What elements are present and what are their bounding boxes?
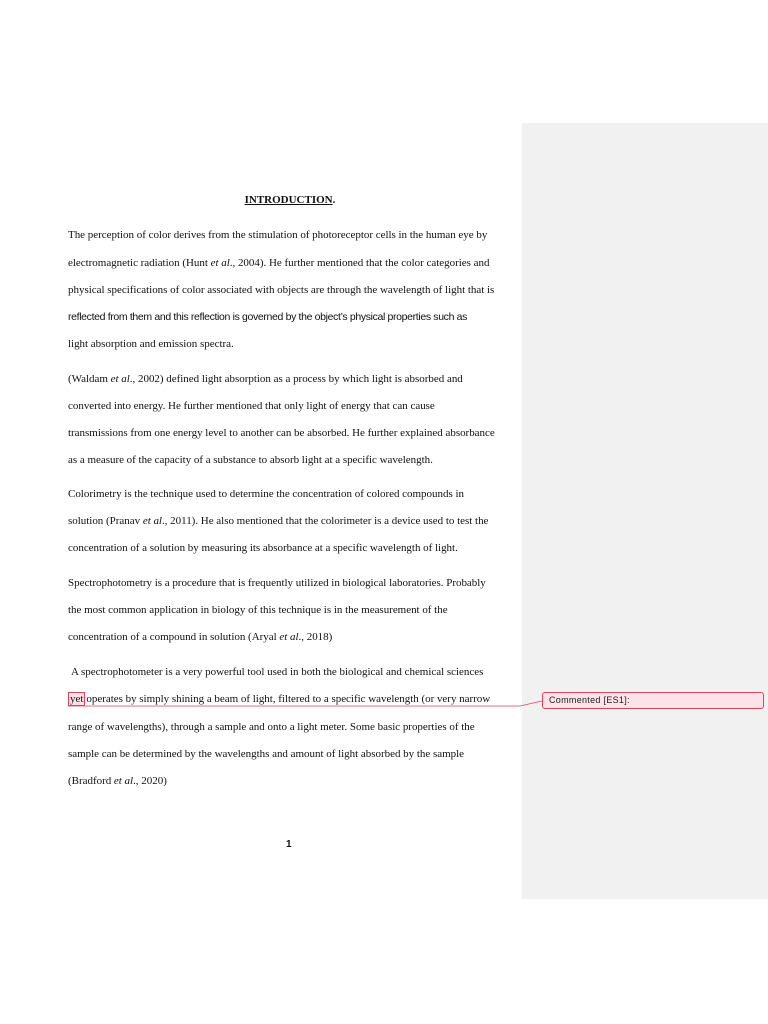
citation-etal: et al — [142, 515, 162, 527]
body-line: the most common application in biology of this technique is in the measurement of the — [68, 604, 448, 616]
comment-pane — [522, 123, 768, 899]
body-line: yet operates by simply shining a beam of light, filtered to a specific wavelength (or very narrow — [70, 693, 491, 705]
body-line: range of wavelengths), through a sample and onto a light meter. Some basic properties of the — [68, 721, 475, 733]
body-line: Colorimetry is the technique used to determine the concentration of colored compounds in — [68, 488, 464, 500]
body-line: reflected from them and this reflection is governed by the object’s physical properties such as — [68, 311, 468, 323]
body-line: Spectrophotometry is a procedure that is frequently utilized in biological laboratories. Probably — [68, 577, 486, 589]
body-line: electromagnetic radiation (Hunt et al., 2004). He further mentioned that the color categories and — [68, 257, 490, 269]
body-line: converted into energy. He further mentioned that only light of energy that can cause — [68, 400, 435, 412]
body-line: sample can be determined by the wavelengths and amount of light absorbed by the sample — [68, 748, 464, 760]
heading-text: INTRODUCTION — [244, 194, 333, 206]
body-line: concentration of a solution by measuring its absorbance at a specific wavelength of light. — [68, 542, 458, 554]
comment-label: Commented [ES1]: — [549, 695, 630, 705]
body-line: as a measure of the capacity of a substance to absorb light at a specific wavelength. — [68, 454, 433, 466]
comment-balloon[interactable] — [542, 692, 764, 709]
section-heading — [0, 194, 580, 206]
heading-period: . — [332, 194, 336, 206]
body-line: concentration of a compound in solution (Aryal et al., 2018) — [68, 631, 333, 643]
commented-text-highlight[interactable]: yet — [70, 693, 84, 705]
body-line: solution (Pranav et al., 2011). He also mentioned that the colorimeter is a device used to test the — [68, 515, 489, 527]
body-line: light absorption and emission spectra. — [68, 338, 234, 350]
citation-etal: et al — [210, 257, 230, 269]
page-number: 1 — [286, 839, 292, 850]
body-line: (Waldam et al., 2002) defined light absorption as a process by which light is absorbed and — [68, 373, 463, 385]
citation-etal: et al — [110, 373, 130, 385]
body-line: A spectrophotometer is a very powerful tool used in both the biological and chemical sciences — [71, 666, 484, 678]
body-line: The perception of color derives from the stimulation of photoreceptor cells in the human eye by — [68, 229, 488, 241]
body-line: (Bradford et al., 2020) — [68, 775, 167, 787]
body-line: physical specifications of color associated with objects are through the wavelength of light that is — [68, 284, 495, 296]
body-line: transmissions from one energy level to another can be absorbed. He further explained absorbance — [68, 427, 495, 439]
citation-etal: et al — [113, 775, 134, 787]
citation-etal: et al — [279, 631, 299, 643]
